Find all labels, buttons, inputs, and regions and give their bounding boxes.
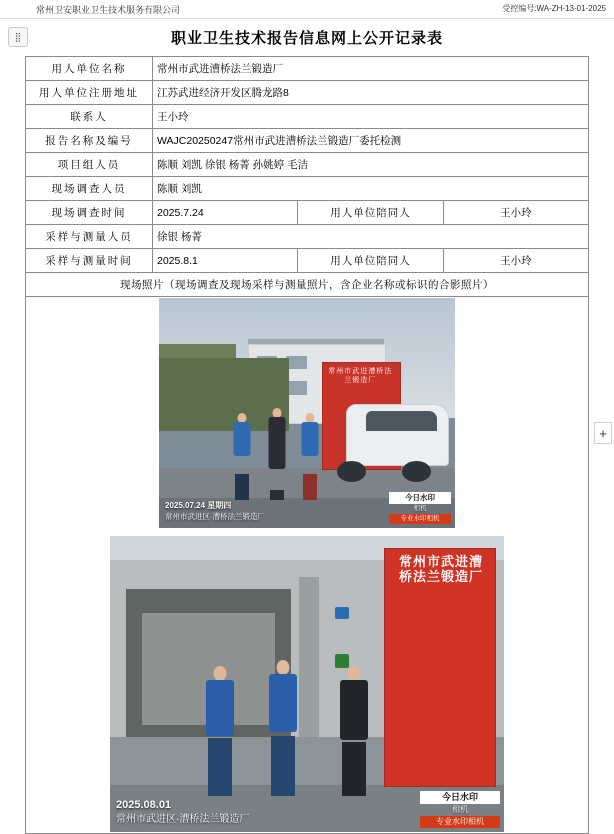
table-row [26, 129, 589, 153]
table-row [26, 297, 589, 834]
table-row [26, 153, 589, 177]
photo-person-body [269, 417, 286, 469]
photo-person-body [301, 422, 318, 456]
table-row [26, 201, 589, 225]
photo-person-body [269, 674, 297, 732]
photo-person-legs [235, 474, 249, 500]
record-table [25, 56, 589, 834]
row-label-secondary: 用人单位陪同人 [298, 249, 443, 273]
photo-watermark [389, 492, 451, 524]
photo-sign-green [335, 654, 349, 668]
watermark-subtitle: 相机 [452, 805, 468, 814]
photo-banner-text: 常州市武进漕桥法兰锻造厂 [398, 553, 483, 585]
row-label: 用人单位名称 [26, 57, 153, 81]
row-label-secondary: 用人单位陪同人 [298, 201, 443, 225]
table-row [26, 273, 589, 297]
table-row [26, 249, 589, 273]
watermark-title: 今日水印 [420, 791, 500, 804]
row-value: 江苏武进经济开发区腾龙路8 [153, 81, 589, 105]
photo-date: 2025.08.01 [116, 798, 172, 811]
photo-timestamp [165, 501, 265, 522]
photo-person-body [233, 422, 250, 456]
company-name-header: 常州卫安职业卫生技术服务有限公司 [36, 5, 181, 15]
watermark-subtitle: 相机 [413, 504, 427, 512]
document-body [0, 18, 614, 834]
photo-section-header: 现场照片（现场调查及现场采样与测量照片，含企业名称或标识的合影照片） [26, 273, 589, 297]
table-row [26, 225, 589, 249]
photo-cell [26, 297, 589, 834]
row-value: 陈顺 刘凯 [153, 177, 589, 201]
photo-car-wheel [337, 461, 367, 482]
photo-person-head [214, 666, 227, 681]
photo-gate-post [299, 577, 319, 743]
photo-watermark [420, 791, 500, 828]
row-value: 王小玲 [153, 105, 589, 129]
table-row [26, 57, 589, 81]
row-value: 2025.8.1 [153, 249, 298, 273]
row-value: 陈顺 刘凯 徐银 杨菁 孙姚婷 毛洁 [153, 153, 589, 177]
photo-person-body [206, 680, 234, 736]
photo-car-wheel [402, 461, 432, 482]
photo-person-legs [270, 490, 284, 500]
photo-person-body [340, 680, 368, 740]
table-row [26, 105, 589, 129]
photo-person-head [348, 666, 361, 681]
photo-place: 常州市武进区·漕桥法兰锻造厂 [116, 813, 250, 825]
row-value-secondary: 王小玲 [443, 201, 588, 225]
table-row [26, 177, 589, 201]
photo-person-legs [342, 742, 366, 796]
zoom-in-button[interactable]: + [594, 422, 612, 444]
photo-banner-text: 常州市武进漕桥法兰锻造厂 [328, 368, 393, 385]
photo-person-legs [208, 738, 232, 796]
photo-person-head [277, 660, 290, 675]
watermark-title: 今日水印 [389, 492, 451, 503]
photo-place: 常州市武进区·漕桥法兰锻造厂 [165, 511, 265, 521]
row-label: 现场调查人员 [26, 177, 153, 201]
row-label: 报告名称及编号 [26, 129, 153, 153]
row-value-secondary: 王小玲 [443, 249, 588, 273]
row-label: 现场调查时间 [26, 201, 153, 225]
site-survey-photo [159, 298, 455, 528]
watermark-tagline: 专业水印相机 [389, 514, 451, 524]
photo-window [286, 356, 307, 370]
row-value: WAJC20250247常州市武进漕桥法兰锻造厂委托检测 [153, 129, 589, 153]
row-label: 采样与测量时间 [26, 249, 153, 273]
grid-icon-glyph: ⣿ [14, 31, 22, 42]
row-value: 2025.7.24 [153, 201, 298, 225]
photo-person-legs [271, 736, 295, 796]
photo-timestamp [116, 798, 249, 826]
row-label: 联系人 [26, 105, 153, 129]
row-value: 常州市武进漕桥法兰锻造厂 [153, 57, 589, 81]
sampling-photo [110, 536, 504, 832]
row-value: 徐银 杨菁 [153, 225, 589, 249]
photo-car-window [366, 411, 437, 432]
photo-person-legs [303, 474, 317, 500]
photo-date: 2025.07.24 星期四 [165, 501, 232, 511]
table-row [26, 81, 589, 105]
photo-window [286, 381, 307, 395]
row-label: 采样与测量人员 [26, 225, 153, 249]
page-title: 职业卫生技术报告信息网上公开记录表 [170, 29, 443, 47]
document-topbar [0, 0, 614, 19]
row-label: 项目组人员 [26, 153, 153, 177]
control-number: 受控编号:WA-ZH-13-01-2025 [502, 4, 606, 13]
watermark-tagline: 专业水印相机 [420, 816, 500, 828]
photo-sign-blue [335, 607, 349, 619]
row-label: 用人单位注册地址 [26, 81, 153, 105]
